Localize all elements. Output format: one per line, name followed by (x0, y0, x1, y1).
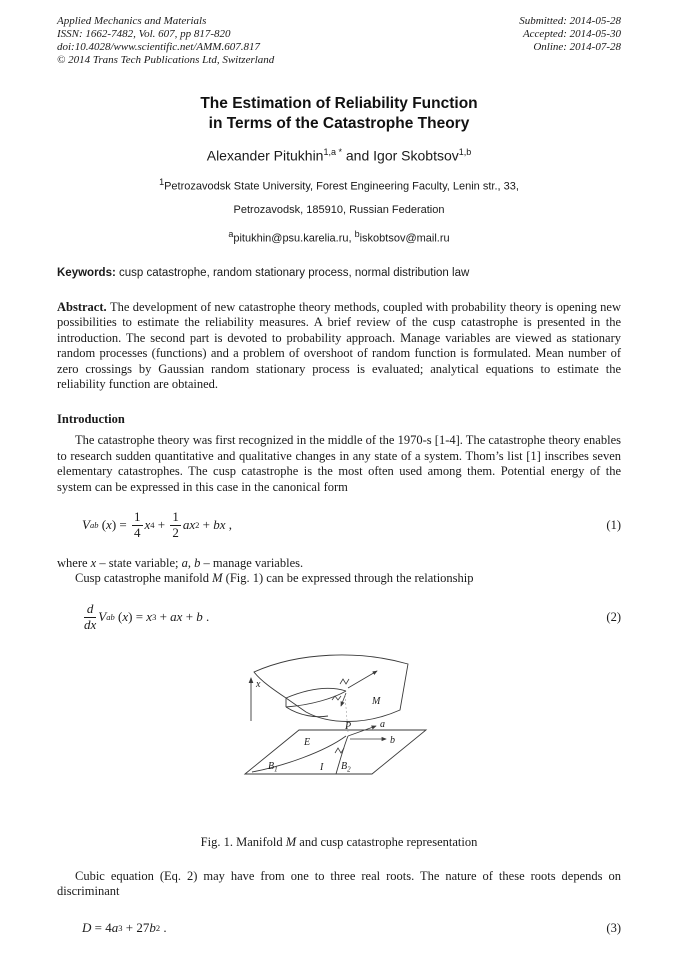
branch-2-label: $B_2$ (341, 760, 351, 774)
figure-caption: Fig. 1. Manifold M and cusp catastrophe representation (200, 834, 478, 849)
author-2-superscript: 1,b (458, 147, 472, 157)
manifold-line: Cusp catastrophe manifold M (Fig. 1) can be expressed through the relationship (75, 571, 474, 586)
axis-a-label: a (380, 718, 385, 730)
x-axis-label: x (256, 678, 261, 690)
email-a: pitukhin@psu.karelia.ru, (233, 232, 355, 245)
paper-title (57, 94, 621, 134)
keywords-label: Keywords: (57, 266, 119, 279)
abstract-label: Abstract. (57, 299, 110, 314)
abstract-paragraph (57, 300, 621, 392)
author-1-superscript: 1,a * (323, 147, 342, 157)
journal-issn-line: ISSN: 1662-7482, Vol. 607, pp 817-820 (57, 28, 231, 40)
branch-1-label: $B_1$ (268, 760, 278, 774)
affiliation-superscript: 1 (159, 176, 165, 187)
keywords-line (57, 266, 621, 281)
authors-connector: and (342, 147, 374, 164)
equation-1 (57, 510, 621, 541)
keywords-text: cusp catastrophe, random stationary process, normal distribution law (119, 266, 470, 279)
equation-2-body: $\frac{d}{dx}$ V ab ( x ) = x 3 + ax + b . (84, 600, 210, 632)
affiliation-block (57, 170, 621, 251)
online-date: Online: 2014-07-28 (533, 41, 621, 53)
author-2-name: Igor Skobtsov (373, 147, 459, 164)
equation-2-number: (2) (606, 609, 621, 624)
section-heading-introduction: Introduction (57, 412, 125, 427)
manifold-label: M (372, 695, 381, 707)
emails-line (57, 222, 621, 251)
journal-copyright-line: © 2014 Trans Tech Publications Ltd, Switzerland (57, 54, 275, 66)
authors-line (57, 141, 621, 167)
email-b-superscript: b (354, 229, 360, 240)
affiliation-line-2: Petrozavodsk, 185910, Russian Federation (233, 204, 445, 217)
figure-1 (57, 648, 621, 850)
abstract-text: The development of new catastrophe theory methods, coupled with probability theory is opening new possibilities to estimate the reliability measures. A brief review of the cusp catastrophe is presented in the introduction. The second part is devoted to probability approach. Manage variables are viewed as stationary random processes (functions) and a problem of overshoot of random function is formulated. Mean number of zero crossings by Gaussian random stationary process is evaluated; analytical equations to estimate the reliability function are obtained. (57, 299, 622, 391)
introduction-paragraph: The catastrophe theory was first recognized in the middle of the 1970-s [1-4]. The catastrophe theory enables to research sudden quantitative and qualitative changes in any state of a system. Thom’s list [1] inscribes seven elementary catastrophes. The cusp catastrophe is the most often used among them. Potential energy of the system can be expressed in this case in the canonical form (57, 433, 621, 494)
journal-doi-line: doi:10.4028/www.scientific.net/AMM.607.817 (57, 41, 260, 53)
journal-info (57, 15, 274, 67)
axis-b-label: b (390, 734, 395, 746)
equation-2 (57, 602, 621, 633)
equation-3-body: D = 4 a 3 + 27 b 2 . (82, 920, 167, 936)
journal-name: Applied Mechanics and Materials (57, 15, 207, 27)
affiliation-line-1-text: Petrozavodsk State University, Forest Engineering Faculty, Lenin str., 33, (164, 180, 519, 193)
manifold-trajectory-arrows (332, 671, 377, 706)
email-a-superscript: a (228, 229, 234, 240)
submission-dates (519, 15, 621, 67)
submitted-date: Submitted: 2014-05-28 (519, 15, 621, 27)
equation-1-number: (1) (606, 517, 621, 532)
equation-3-number: (3) (606, 920, 621, 935)
accepted-date: Accepted: 2014-05-30 (522, 28, 621, 40)
plane-label: E (304, 736, 311, 748)
discriminant-paragraph: Cubic equation (Eq. 2) may have from one to three real roots. The nature of these roots depends on discriminant (57, 868, 621, 898)
affiliation-line-1 (57, 170, 621, 199)
equation-1-body: V ab ( x ) = $\frac{1}{4}$ x 4 + $\frac{1}{2}$ ax 2 + bx , (82, 509, 233, 540)
paper-title-line-1: The Estimation of Reliability Function (200, 95, 478, 112)
point-p-label: P (345, 720, 352, 732)
equation-3 (57, 920, 621, 936)
author-1-name: Alexander Pitukhin (206, 147, 324, 164)
journal-header (57, 15, 621, 67)
cusp-manifold-figure (224, 648, 454, 818)
email-b: iskobtsov@mail.ru (359, 232, 450, 245)
region-label: I (320, 761, 324, 773)
cusp-surface (254, 655, 408, 722)
paper-title-line-2: in Terms of the Catastrophe Theory (208, 115, 470, 132)
where-line: where x – state variable; a, b – manage variables. (57, 555, 304, 570)
